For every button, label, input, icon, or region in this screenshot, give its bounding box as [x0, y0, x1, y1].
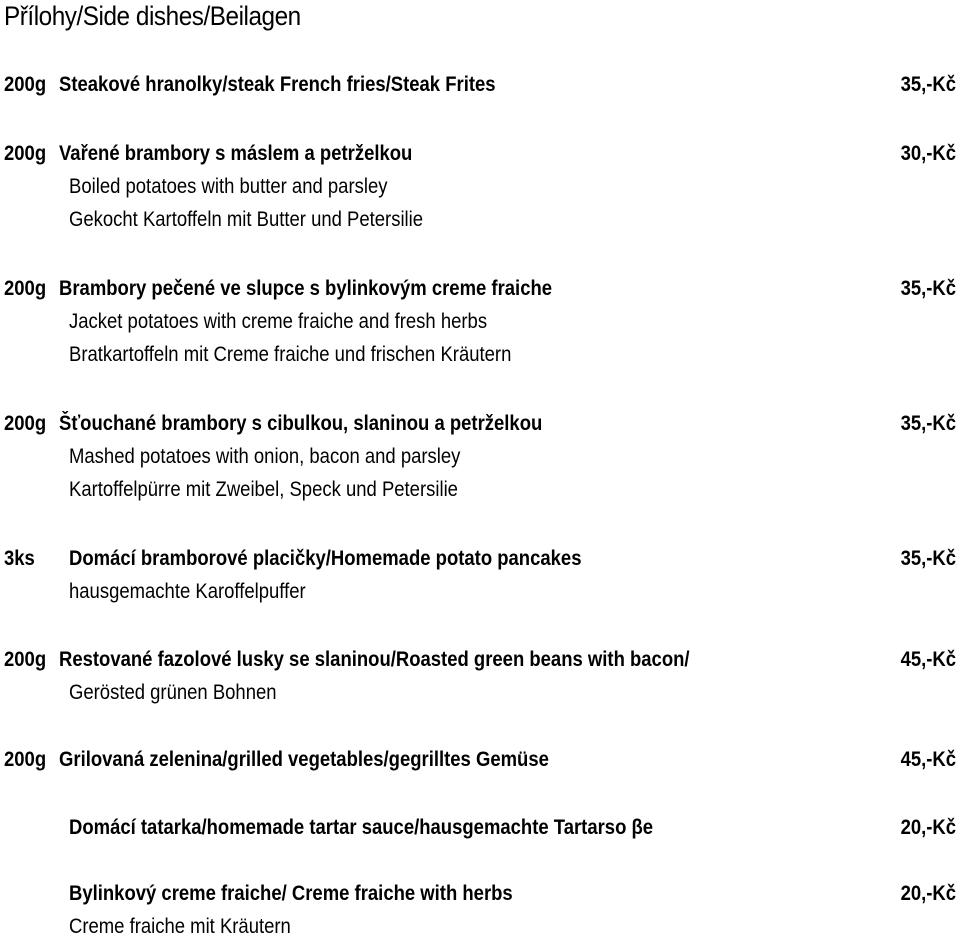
item-price: 45,-Kč: [900, 748, 956, 771]
item-quantity: 200g: [4, 412, 47, 435]
page-title: Přílohy/Side dishes/Beilagen: [4, 1, 301, 31]
item-quantity: 3ks: [4, 547, 35, 570]
menu-item: [0, 877, 960, 943]
item-name: Steakové hranolky/steak French fries/Steak Frites: [59, 73, 496, 96]
item-quantity: 200g: [4, 142, 47, 165]
menu-item: [0, 272, 960, 371]
menu-item: [0, 407, 960, 506]
item-price: 35,-Kč: [900, 73, 956, 96]
item-quantity: 200g: [4, 748, 47, 771]
item-price: 20,-Kč: [900, 816, 956, 839]
menu-item: [0, 743, 960, 776]
item-name: Restované fazolové lusky se slaninou/Roasted green beans with bacon/: [59, 648, 690, 671]
item-name: Brambory pečené ve slupce s bylinkovým creme fraiche: [59, 277, 553, 300]
item-price: 35,-Kč: [900, 277, 956, 300]
item-price: 35,-Kč: [900, 547, 956, 570]
item-description-en: Mashed potatoes with onion, bacon and parsley: [69, 445, 461, 468]
item-price: 45,-Kč: [900, 648, 956, 671]
item-quantity: 200g: [4, 73, 47, 96]
item-description-de: Kartoffelpürre mit Zweibel, Speck und Petersilie: [69, 478, 458, 501]
item-name: Vařené brambory s máslem a petrželkou: [59, 142, 413, 165]
item-name: Domácí tatarka/homemade tartar sauce/hausgemachte Tartarso βe: [69, 816, 654, 839]
item-description-en: Boiled potatoes with butter and parsley: [69, 175, 388, 198]
menu-item: [0, 643, 960, 709]
item-description-de: Creme fraiche mit Kräutern: [69, 915, 291, 938]
menu-item: [0, 542, 960, 608]
item-name: Grilovaná zelenina/grilled vegetables/gegrilltes Gemüse: [59, 748, 549, 771]
item-price: 20,-Kč: [900, 882, 956, 905]
item-description-de: Bratkartoffeln mit Creme fraiche und frischen Kräutern: [69, 343, 512, 366]
item-quantity: 200g: [4, 277, 47, 300]
item-description-en: Jacket potatoes with creme fraiche and fresh herbs: [69, 310, 488, 333]
item-price: 35,-Kč: [900, 412, 956, 435]
menu-item: [0, 137, 960, 236]
item-description-de: Gekocht Kartoffeln mit Butter und Petersilie: [69, 208, 424, 231]
item-description-de: Gerösted grünen Bohnen: [69, 681, 277, 704]
menu-item: [0, 811, 960, 844]
item-name: Bylinkový creme fraiche/ Creme fraiche with herbs: [69, 882, 513, 905]
item-price: 30,-Kč: [900, 142, 956, 165]
item-description-de: hausgemachte Karoffelpuffer: [69, 580, 306, 603]
item-name: Šťouchané brambory s cibulkou, slaninou a petrželkou: [59, 412, 543, 435]
item-name: Domácí bramborové placičky/Homemade potato pancakes: [69, 547, 582, 570]
menu-item: [0, 68, 960, 101]
item-quantity: 200g: [4, 648, 47, 671]
